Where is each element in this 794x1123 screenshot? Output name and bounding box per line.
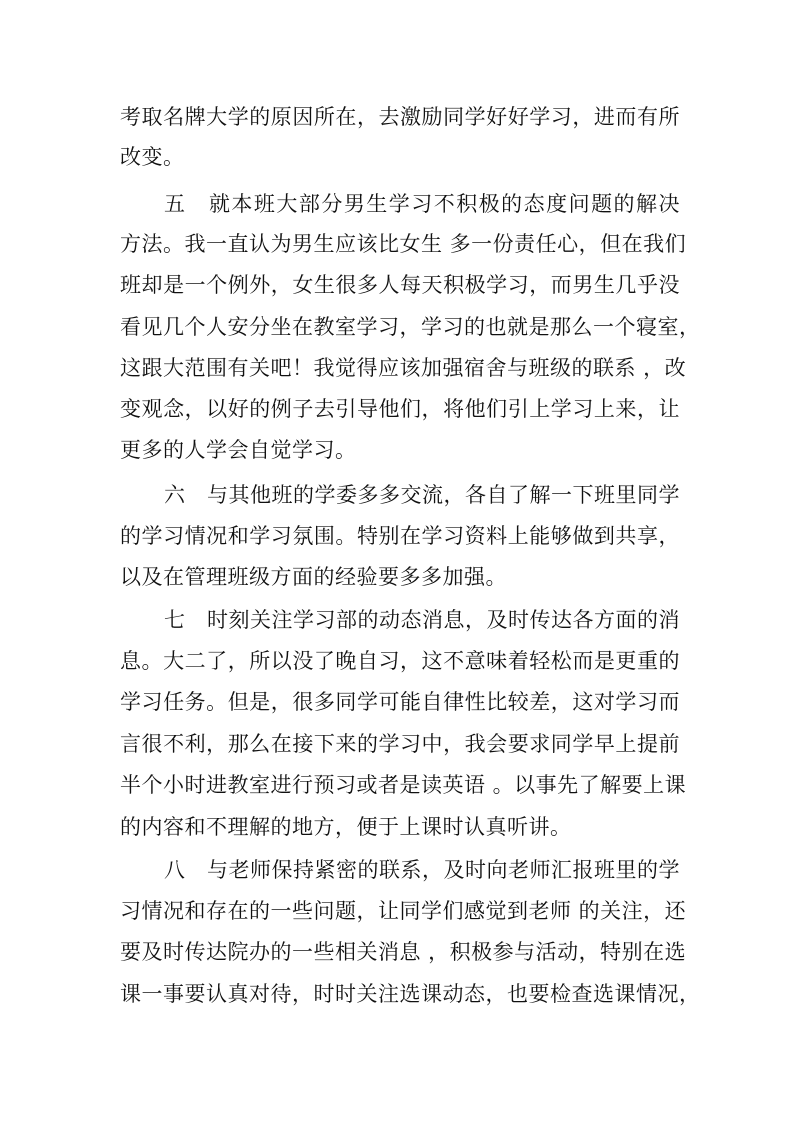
text-line: 班却是一个例外，女生很多人每天积极学习，而男生几乎没 [120,273,680,297]
text-line: 方法。我一直认为男生应该比女生 多一份责任心，但在我们 [120,232,687,256]
text-line: 半个小时进教室进行预习或者是读英语 。以事先了解要上课 [120,773,687,797]
paragraph-6-heading-line: 六 与其他班的学委多多交流，各自了解一下班里同学 [164,483,680,507]
text-line: 改变。 [120,145,185,169]
text-line: 更多的人学会自觉学习。 [120,438,357,462]
text-line: 的学习情况和学习氛围。特别在学习资料上能够做到共享， [120,524,680,548]
paragraph-8-heading-line: 八 与老师保持紧密的联系，及时向老师汇报班里的学 [164,858,680,882]
text-line: 考取名牌大学的原因所在，去激励同学好好学习，进而有所 [120,105,680,129]
text-line: 习情况和存在的一些问题，让同学们感觉到老师 的关注，还 [120,899,687,923]
text-line: 要及时传达院办的一些相关消息 ，积极参与活动，特别在选 [120,940,687,964]
text-line: 的内容和不理解的地方，便于上课时认真听讲。 [120,815,572,839]
text-line: 以及在管理班级方面的经验要多多加强。 [120,565,507,589]
text-line: 变观念，以好的例子去引导他们，将他们引上学习上来，让 [120,397,680,421]
text-line: 言很不利，那么在接下来的学习中，我会要求同学早上提前 [120,732,680,756]
paragraph-5-heading-line: 五 就本班大部分男生学习不积极的态度问题的解决 [164,192,680,216]
text-line: 息。大二了，所以没了晚自习，这不意味着轻松而是更重的 [120,649,680,673]
paragraph-7-heading-line: 七 时刻关注学习部的动态消息，及时传达各方面的消 [164,608,680,632]
text-line: 课一事要认真对待，时时关注选课动态，也要检查选课情况， [120,982,701,1006]
text-line: 学习任务。但是，很多同学可能自律性比较差，这对学习而 [120,690,680,714]
text-line: 看见几个人安分坐在教室学习，学习的也就是那么一个寝室， [120,315,701,339]
text-line: 这跟大范围有关吧！我觉得应该加强宿舍与班级的联系 ，改 [120,356,687,380]
